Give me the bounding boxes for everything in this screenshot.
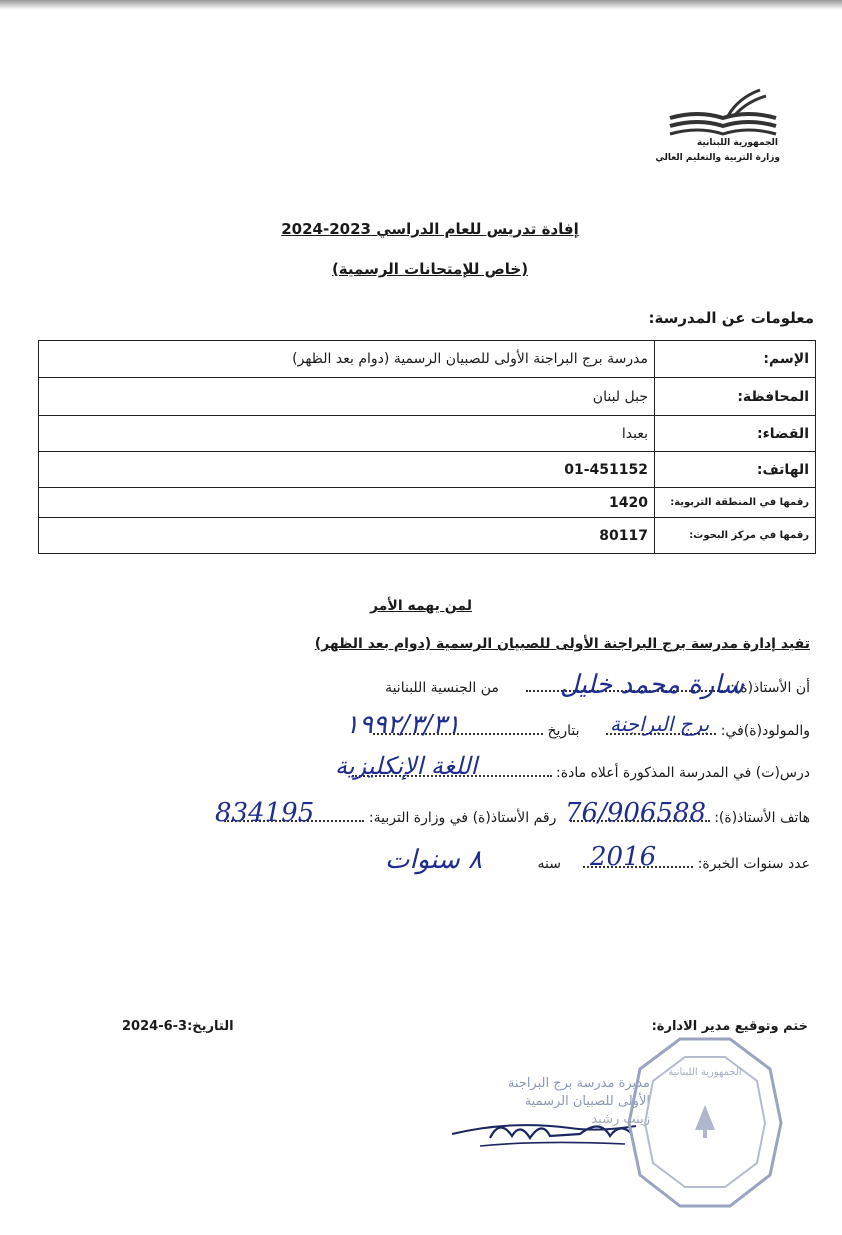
experience-label: عدد سنوات الخبرة: — [697, 856, 810, 872]
document-title: إفادة تدريس للعام الدراسي 2023-2024 — [281, 220, 579, 238]
row-value: 01-451152 — [39, 452, 655, 488]
stamp-line-3: زينب رشيد — [591, 1112, 650, 1127]
phone-label: هاتف الأستاذ(ة): — [714, 810, 810, 826]
teacher-name-handwritten: سارة محمد خليل — [560, 670, 745, 700]
ministry-book-icon — [668, 88, 778, 136]
row-value: جبل لبنان — [39, 378, 655, 416]
scan-edge-shadow — [0, 0, 842, 10]
subject-label: درس(ت) في المدرسة المذكورة أعلاه مادة: — [556, 765, 810, 781]
signature-label: ختم وتوقيع مدير الادارة: — [651, 1019, 808, 1034]
ministry-number-handwritten: 834195 — [215, 798, 315, 828]
row-value: مدرسة برج البراجنة الأولى للصبيان الرسمية (دوام بعد الظهر) — [39, 341, 655, 378]
row-label: المحافظة: — [655, 378, 816, 416]
table-row — [39, 378, 816, 416]
row-label: الإسم: — [655, 341, 816, 378]
ministry-number-label: رقم الأستاذ(ة) في وزارة التربية: — [368, 810, 557, 826]
table-row — [39, 452, 816, 488]
row-label: القضاء: — [655, 416, 816, 452]
row-label: الهاتف: — [655, 452, 816, 488]
org-line-2: وزارة التربية والتعليم العالي — [655, 153, 780, 163]
teacher-label: أن الأستاذ(ة): — [730, 680, 810, 696]
row-value: 80117 — [39, 518, 655, 554]
experience-line — [538, 856, 810, 872]
table-row — [39, 488, 816, 518]
school-info-table — [38, 340, 816, 554]
document-date: التاريخ:3-6-2024 — [122, 1019, 234, 1034]
row-value: بعبدا — [39, 416, 655, 452]
seal-text: الجمهورية اللبنانية — [668, 1067, 742, 1078]
born-date-handwritten: ١٩٩٢/٣/٣١ — [345, 710, 461, 740]
table-row — [39, 341, 816, 378]
row-label: رقمها في المنطقة التربوية: — [655, 488, 816, 518]
row-value: 1420 — [39, 488, 655, 518]
table-row — [39, 416, 816, 452]
experience-years-handwritten: ٨ سنوات — [385, 845, 482, 875]
experience-year-handwritten: 2016 — [590, 842, 657, 872]
signature-scribble — [450, 1112, 640, 1152]
stamp-line-2: الأولى للصبيان الرسمية — [524, 1094, 650, 1109]
phone-handwritten: 76/906588 — [565, 798, 707, 828]
to-whom-heading: لمن يهمه الأمر — [370, 598, 472, 614]
official-seal — [625, 1035, 785, 1210]
date-label: بتاريخ — [547, 723, 580, 739]
org-line-1: الجمهورية اللبنانية — [696, 138, 778, 148]
school-info-heading: معلومات عن المدرسة: — [648, 309, 814, 327]
subject-handwritten: اللغة الإنكليزية — [335, 752, 478, 780]
born-label: والمولود(ة)في: — [720, 723, 810, 739]
cedar-icon — [695, 1105, 715, 1130]
declaration-line: تفيد إدارة مدرسة برج البراجنة الأولى للصبيان الرسمية (دوام بعد الظهر) — [314, 636, 810, 652]
table-row — [39, 518, 816, 554]
stamp-line-1: مديرة مدرسة برج البراجنة — [507, 1076, 650, 1091]
born-place-handwritten: برج البراجنة — [610, 712, 710, 736]
document-subtitle: (خاص للإمتحانات الرسمية) — [331, 260, 529, 278]
ministry-logo — [655, 88, 818, 172]
year-word: سنه — [537, 856, 561, 872]
row-label: رقمها في مركز البحوث: — [655, 518, 816, 554]
nationality-text: من الجنسية اللبنانية — [385, 680, 499, 696]
